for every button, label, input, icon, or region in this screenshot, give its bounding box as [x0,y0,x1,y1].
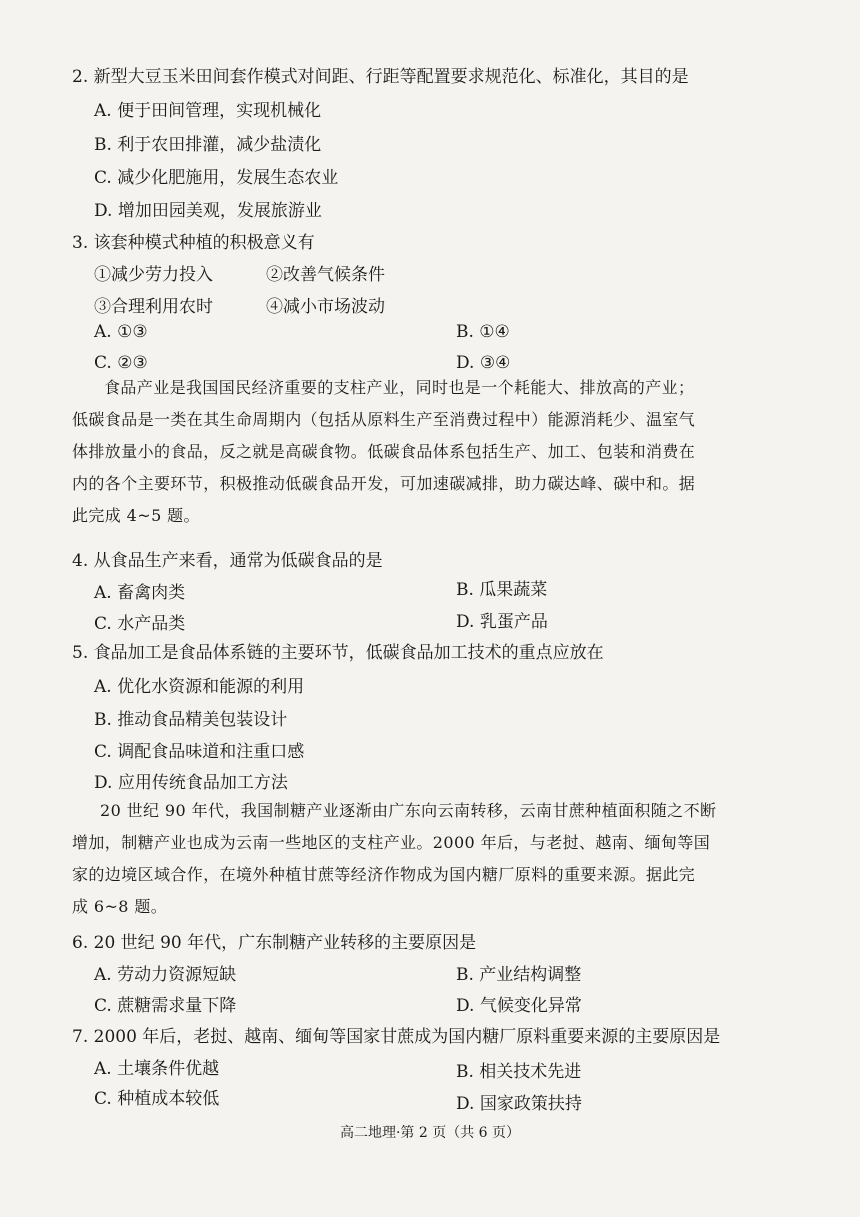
passage-sugar-line: 增加，制糖产业也成为云南一些地区的支柱产业。2000 年后，与老挝、越南、缅甸等国 [72,833,711,852]
question-6-option-b: B. 产业结构调整 [456,965,582,985]
question-2-option-b: B. 利于农田排灌，减少盐渍化 [94,135,322,155]
question-2-stem: 2. 新型大豆玉米田间套作模式对间距、行距等配置要求规范化、标准化，其目的是 [72,67,689,87]
question-5-option-b: B. 推动食品精美包装设计 [94,710,288,730]
passage-sugar-line: 家的边境区域合作，在境外种植甘蔗等经济作物成为国内糖厂原料的重要来源。据此完 [72,865,696,884]
question-5-option-c: C. 调配食品味道和注重口感 [94,742,305,762]
question-3-statement-2: ②改善气候条件 [266,265,385,285]
question-7-option-a: A. 土壤条件优越 [94,1059,220,1079]
question-4-option-b: B. 瓜果蔬菜 [456,580,548,600]
question-2-option-d: D. 增加田园美观，发展旅游业 [94,201,322,221]
question-3-option-a: A. ①③ [94,322,148,342]
passage-food-line: 低碳食品是一类在其生命周期内（包括从原料生产至消费过程中）能源消耗少、温室气 [72,410,696,429]
question-7-stem: 7. 2000 年后，老挝、越南、缅甸等国家甘蔗成为国内糖厂原料重要来源的主要原因是 [72,1027,721,1047]
question-6-option-c: C. 蔗糖需求量下降 [94,996,237,1016]
question-3-stem: 3. 该套种模式种植的积极意义有 [72,233,315,253]
question-3-option-d: D. ③④ [456,353,511,373]
question-6-option-a: A. 劳动力资源短缺 [94,965,237,985]
page-footer: 高二地理·第 2 页（共 6 页） [339,1125,521,1141]
passage-sugar-line: 20 世纪 90 年代，我国制糖产业逐渐由广东向云南转移，云南甘蔗种植面积随之不断 [100,801,717,820]
question-3-statement-1: ①减少劳力投入 [94,265,213,285]
passage-sugar-line: 成 6~8 题。 [72,897,168,916]
question-4-option-a: A. 畜禽肉类 [94,583,186,603]
question-7-option-b: B. 相关技术先进 [456,1062,582,1082]
question-3-option-c: C. ②③ [94,353,148,373]
question-5-option-a: A. 优化水资源和能源的利用 [94,677,305,697]
passage-food-line: 体排放量小的食品，反之就是高碳食物。低碳食品体系包括生产、加工、包装和消费在 [72,442,696,461]
question-3-option-b: B. ①④ [456,322,510,342]
question-3-statement-3: ③合理利用农时 [94,297,213,317]
question-3-statement-4: ④减小市场波动 [266,297,385,317]
question-6-option-d: D. 气候变化异常 [456,996,582,1016]
question-6-stem: 6. 20 世纪 90 年代，广东制糖产业转移的主要原因是 [72,933,477,953]
question-4-stem: 4. 从食品生产来看，通常为低碳食品的是 [72,551,383,571]
question-4-option-d: D. 乳蛋产品 [456,612,548,632]
question-7-option-c: C. 种植成本较低 [94,1089,220,1109]
passage-food-line: 内的各个主要环节，积极推动低碳食品开发，可加速碳减排，助力碳达峰、碳中和。据 [72,474,696,493]
question-5-option-d: D. 应用传统食品加工方法 [94,773,288,793]
passage-food-line: 食品产业是我国国民经济重要的支柱产业，同时也是一个耗能大、排放高的产业； [104,378,695,397]
question-4-option-c: C. 水产品类 [94,614,186,634]
question-7-option-d: D. 国家政策扶持 [456,1094,582,1114]
question-2-option-a: A. 便于田间管理，实现机械化 [94,101,322,121]
passage-food [72,372,812,532]
question-5-stem: 5. 食品加工是食品体系链的主要环节，低碳食品加工技术的重点应放在 [72,643,604,663]
passage-sugar [72,795,812,923]
question-2-option-c: C. 减少化肥施用，发展生态农业 [94,168,339,188]
passage-food-line: 此完成 4~5 题。 [72,506,200,525]
